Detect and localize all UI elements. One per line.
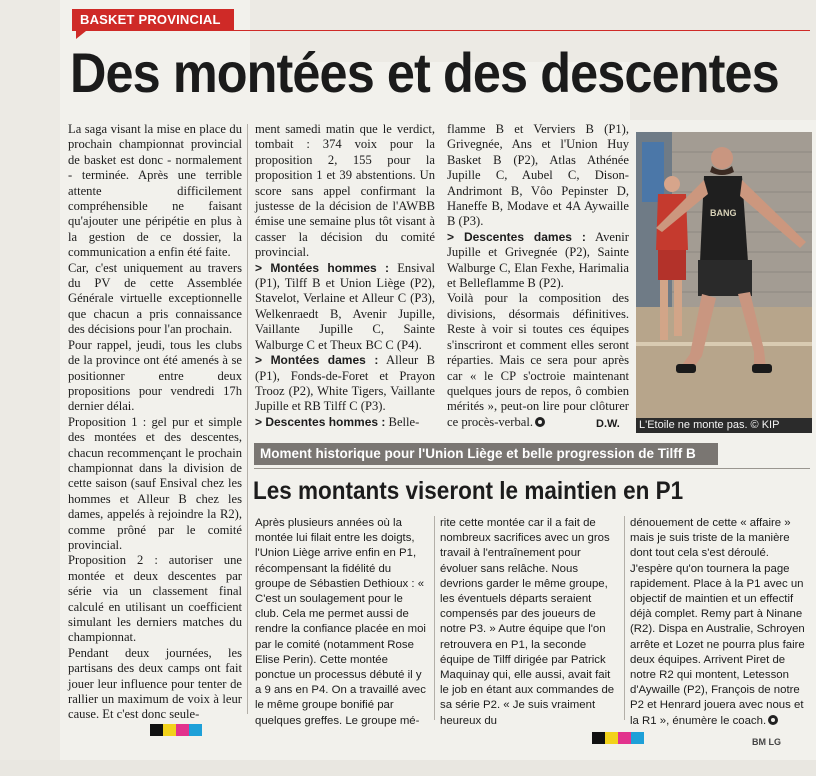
paragraph: Pour rappel, jeudi, tous les clubs de la province ont été amenés à se positionner entre deux propositions pour vendredi 17h dernier délai. xyxy=(68,337,242,414)
photo-caption: L'Etoile ne monte pas. © KIP xyxy=(636,418,812,433)
adjacent-page-left xyxy=(0,0,60,760)
paragraph: Pendant deux journées, les partisans des deux camps ont fait jouer leur influence pour tenter de rallier un maximum de voix à leur cause. Et c'est donc seule- xyxy=(68,645,242,722)
paragraph xyxy=(447,291,629,430)
paragraph: Proposition 1 : gel pur et simple des montées et des descentes, chacun recommençant le prochain championnat dans la division de cette saison (sauf Ensival chez les hommes et Alleur B chez les dames, appelés à rejoindre la R2), comme prôné par le comité provincial. xyxy=(68,414,242,552)
article-column-1 xyxy=(68,122,242,722)
player-photo-illustration xyxy=(636,132,812,418)
sub-article-banner: Moment historique pour l'Union Liège et belle progression de Tilff B xyxy=(254,443,718,465)
section-kicker: BASKET PROVINCIAL xyxy=(72,9,234,31)
list-text: Belle- xyxy=(385,414,420,429)
end-of-article-icon xyxy=(535,417,545,427)
author-signature: D.W. xyxy=(596,418,620,430)
paragraph xyxy=(630,516,810,729)
list-montees-hommes xyxy=(255,261,435,353)
paragraph-text: dénouement de cette « affaire » mais je suis triste de la manière dont tout cela s'est déroulé. J'espère qu'on tournera la page rapidement. Place à la P1 avec un objectif de maintien et un effectif déjà complet. Remy part à Ninane (R2). Dispa en Australie, Schroyen arrête et Lozet ne pourra plus faire deux équipes. Arrivent Piret de notre R2 qui montent, Letesson d'Aywaille (P2), François de notre P2 et Henrard jouera avec nous et la R1 », énumère le coach. xyxy=(630,517,805,727)
list-descentes-dames xyxy=(447,230,629,292)
subhead-label: > Montées dames : xyxy=(255,353,379,368)
color-registration-bar xyxy=(592,732,644,744)
kicker-rule xyxy=(234,30,810,31)
paragraph-text: Voilà pour la composition des divisions, désormais définitives. Reste à voir si toutes ces équipes s'inscriront et comment elles seront réparties. Mais ce sera pour après car « le CP s'octroie maintenant quelques jours de repos, ô combien mérités », peut-on lire pour clôturer ce procès-verbal. xyxy=(447,291,629,429)
banner-rule xyxy=(254,468,810,469)
print-code: BM LG xyxy=(752,737,781,747)
list-text: Ensival (P1), Tilff B et Union Liège (P2), Stavelot, Verlaine et Alleur C (P3), Welkenraedt B, Avenir Jupille, Vaillante Jupille C, Sainte Walburge C et Theux BC C (P4). xyxy=(255,260,435,352)
sub-article-column-1 xyxy=(255,516,429,727)
basketball-photo xyxy=(636,132,812,418)
svg-text:BANG: BANG xyxy=(710,208,737,218)
column-rule xyxy=(434,516,435,720)
subhead-label: > Descentes hommes : xyxy=(255,414,386,429)
article-column-2 xyxy=(255,122,435,432)
paragraph: rite cette montée car il a fait de nombreux sacrifices avec un gros travail à l'entraînement pour évoluer sans relâche. Nous devrions garder le même groupe, les éventuels départs seraient compensés par des joueurs de notre P3. » Autre équipe que l'on retrouvera en P1, la seconde équipe de Tilff dirigée par Patrick Maquinay qui, elle aussi, avait fait le job en étant aux commandes de sa série P2. « Je suis vraiment heureux du xyxy=(440,517,615,727)
paragraph: ment samedi matin que le verdict, tombait : 374 voix pour la proposition 2, 155 pour la proposition 1 et 39 abstentions. Un score sans appel confirmant la justesse de la décision de l'AWBB émise une semaine plus tôt visant à casser la décision du comité provincial. xyxy=(255,122,435,260)
column-rule xyxy=(247,124,248,714)
sub-article-headline: Les montants viseront le maintien en P1 xyxy=(253,477,684,505)
sub-article-column-3 xyxy=(630,516,810,727)
page-edge xyxy=(0,760,816,776)
list-text: Alleur B (P1), Fonds-de-Foret et Prayon Trooz (P2), White Tigers, Vaillante Jupille et RB Tilff C (P3). xyxy=(255,353,435,414)
subhead-label: > Montées hommes : xyxy=(255,260,390,275)
color-registration-bar xyxy=(150,724,202,736)
column-rule xyxy=(624,516,625,720)
paragraph: Proposition 2 : autoriser une montée et deux descentes par série via un classement final calculé en utilisant un coefficient simulant les derniers matches du championnat. xyxy=(68,553,242,645)
list-text: Avenir Jupille et Grivegnée (P2), Sainte Walburge C, Elan Fexhe, Harimalia et Belleflamme B (P2). xyxy=(447,229,629,291)
list-descentes-hommes xyxy=(255,415,435,430)
paragraph: Après plusieurs années où la montée lui filait entre les doigts, l'Union Liège arrive enfin en P1, récompensant la fidélité du groupe de Sébastien Dethioux : « C'est un soulagement pour le club. Cela me permet aussi de rendre la confiance placée en moi par le comité (notamment Rose Elise Perin). Cette montée ponctue un processus débuté il y a 9 ans en P4. On a travaillé avec le même groupe bonifié par quelques greffes. Le groupe mé- xyxy=(255,517,426,727)
subhead-label: > Descentes dames : xyxy=(447,229,586,244)
paragraph: flamme B et Verviers B (P1), Grivegnée, Ans et l'Union Huy Basket B (P2), Atlas Athénée Jupille C, Aubel C, Dison-Andrimont B, Vôo Pepinster D, Haneffe B, Modave et 4A Aywaille B (P3). xyxy=(447,122,629,229)
sub-article-column-2 xyxy=(440,516,618,727)
list-montees-dames xyxy=(255,353,435,415)
end-of-article-icon xyxy=(768,715,778,725)
headline: Des montées et des descentes xyxy=(70,41,779,104)
paragraph: La saga visant la mise en place du prochain championnat provincial de basket est donc - normalement - terminée. Après une terrible attente difficilement compréhensible ne faisant qu'ajouter une péripétie en plus à la gestion de ce dossier, la communication a enfin été faite. xyxy=(68,122,242,260)
paragraph: Car, c'est uniquement au travers du PV de cette Assemblée Générale virtuelle exceptionnelle que chacun a pris connaissance des décisions pour l'an prochain. xyxy=(68,260,242,337)
